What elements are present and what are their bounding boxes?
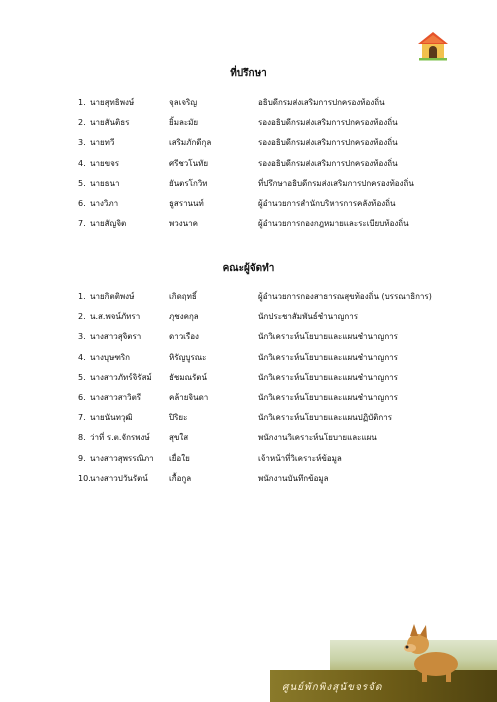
item-number: 3.	[78, 332, 86, 342]
item-number: 2.	[78, 312, 86, 322]
person-name: นายสัญจิต	[90, 219, 127, 229]
person-position: นักวิเคราะห์นโยบายและแผนชำนาญการ	[258, 393, 398, 402]
person-position: นักประชาสัมพันธ์ชำนาญการ	[258, 312, 359, 322]
person-name: นายขจร	[90, 158, 120, 168]
person-surname: เกื้อกูล	[169, 473, 192, 483]
person-name: นายสุทธิพงษ์	[90, 98, 135, 107]
dog-house-icon	[416, 30, 450, 62]
person-surname: ธัชมณรัตน์	[169, 372, 207, 382]
person-name: นางสาวสุจิตรา	[90, 332, 142, 342]
person-surname: ธูสรานนท์	[169, 199, 204, 208]
dog-icon	[396, 620, 466, 682]
committee-title: คณะผู้จัดทำ	[222, 263, 275, 274]
person-position: พนักงานบันทึกข้อมูล	[258, 473, 329, 483]
person-surname: ศรีชวโนทัย	[169, 158, 209, 168]
item-number: 4.	[78, 158, 86, 168]
person-position: นักวิเคราะห์นโยบายและแผนชำนาญการ	[258, 352, 398, 362]
person-name: นางสาวสาวิตรี	[90, 393, 142, 402]
item-number: 3.	[78, 138, 86, 148]
item-number: 2.	[78, 118, 86, 128]
person-name: นางสาวสุพรรณิภา	[90, 453, 154, 463]
person-name: นายสันติธร	[90, 118, 130, 128]
person-name: นายกิตติพงษ์	[90, 292, 135, 301]
item-number: 6.	[78, 393, 86, 402]
person-position: รองอธิบดีกรมส่งเสริมการปกครองท้องถิ่น	[258, 118, 398, 128]
person-position: ผู้อำนวยการกองสาธารณสุขท้องถิ่น (บรรณาธิการ)	[258, 292, 432, 301]
person-surname: หิรัญบูรณะ	[169, 352, 207, 362]
person-position: เจ้าหน้าที่วิเคราะห์ข้อมูล	[258, 453, 342, 463]
person-name: นางบุษฑริก	[90, 352, 130, 362]
item-number: 8.	[78, 433, 86, 443]
person-position: ที่ปรึกษาอธิบดีกรมส่งเสริมการปกครองท้องถิ่น	[258, 178, 414, 188]
person-surname: ปิริยะ	[169, 413, 188, 423]
person-name: นายนันทวุฒิ	[90, 413, 133, 423]
item-number: 9.	[78, 453, 86, 463]
person-surname: ภุชงคกุล	[169, 312, 199, 322]
item-number: 1.	[78, 98, 86, 107]
person-position: ผู้อำนวยการสำนักบริหารการคลังท้องถิ่น	[258, 199, 396, 208]
person-surname: สุขใส	[169, 433, 189, 443]
person-surname: เยื่อใย	[169, 453, 190, 463]
item-number: 6.	[78, 199, 86, 208]
person-name: นายทวี	[90, 138, 115, 148]
advisors-title: ที่ปรึกษา	[230, 68, 267, 79]
person-position: ผู้อำนวยการกองกฎหมายและระเบียบท้องถิ่น	[258, 219, 409, 229]
person-surname: คล้ายจินดา	[169, 393, 209, 402]
person-surname: ยิ้มละมัย	[169, 118, 199, 128]
person-name: น.ส.พจน์ภัทรา	[90, 312, 141, 322]
person-position: รองอธิบดีกรมส่งเสริมการปกครองท้องถิ่น	[258, 138, 398, 148]
item-number: 1.	[78, 292, 86, 301]
person-surname: เกิดฤทธิ์	[169, 292, 197, 301]
person-name: ว่าที่ ร.ต.จักรพงษ์	[90, 433, 150, 443]
item-number: 5.	[78, 372, 86, 382]
person-name: นางวิภา	[90, 199, 119, 208]
item-number: 7.	[78, 413, 86, 423]
person-surname: ยันตรโกวิท	[169, 178, 208, 188]
person-position: นักวิเคราะห์นโยบายและแผนชำนาญการ	[258, 372, 398, 382]
person-name: นางสาวภัทร์จิรัสม์	[90, 372, 152, 382]
item-number: 7.	[78, 219, 86, 229]
item-number: 10.	[78, 473, 91, 483]
person-name: นายธนา	[90, 178, 120, 188]
person-position: นักวิเคราะห์นโยบายและแผนปฏิบัติการ	[258, 413, 392, 423]
person-position: นักวิเคราะห์นโยบายและแผนชำนาญการ	[258, 332, 398, 342]
person-surname: พวงนาค	[169, 219, 198, 229]
footer-title: ศูนย์พักพิงสุนัขจรจัด	[282, 682, 383, 693]
person-position: รองอธิบดีกรมส่งเสริมการปกครองท้องถิ่น	[258, 158, 398, 168]
person-surname: จุลเจริญ	[169, 98, 198, 107]
person-surname: ดาวเรือง	[169, 332, 199, 342]
item-number: 5.	[78, 178, 86, 188]
item-number: 4.	[78, 352, 86, 362]
person-position: อธิบดีกรมส่งเสริมการปกครองท้องถิ่น	[258, 98, 385, 107]
person-surname: เสริมภักดีกุล	[169, 138, 212, 148]
person-position: พนักงานวิเคราะห์นโยบายและแผน	[258, 433, 377, 443]
person-name: นางสาวปวันรัตน์	[90, 473, 148, 483]
